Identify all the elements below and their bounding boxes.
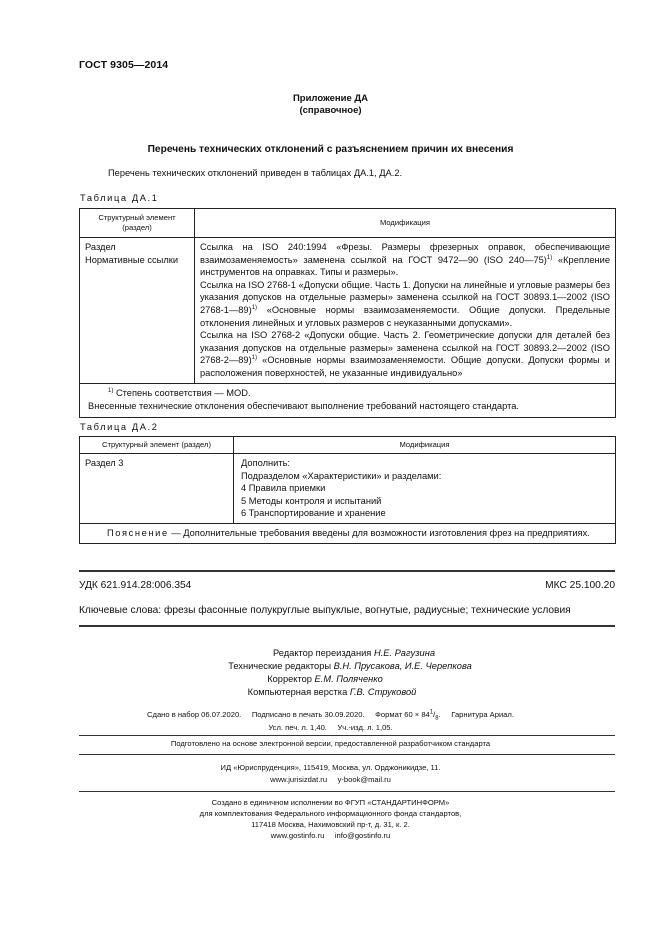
divider <box>79 735 615 736</box>
table2-row-element: Раздел 3 <box>80 454 234 524</box>
mks-code: МКС 25.100.20 <box>545 580 615 591</box>
table2-header-element: Структурный элемент (раздел) <box>80 437 234 454</box>
imprint-line-2: Усл. печ. л. 1,40. Уч.-изд. л. 1,05. <box>268 723 393 732</box>
producer-line-4: www.gostinfo.ru info@gostinfo.ru <box>270 831 391 840</box>
imprint-line-3: Подготовлено на основе электронной версии, предоставленной разработчиком стандарта <box>170 739 491 748</box>
table1-footer <box>80 383 616 417</box>
credit-line: Редактор переиздания Н.Е. Рагузина <box>272 648 435 658</box>
table2-row-modification <box>234 454 616 524</box>
producer-line-1: Создано в единичном исполнении во ФГУП «СТАНДАРТИНФОРМ» <box>211 798 450 807</box>
mod-paragraph-1: Ссылка на ISO 240:1994 «Фрезы. Размеры фрезерных оправок, обеспечивающие взаимозаменяемость» заменена ссылкой на ГОСТ 9472—90 (ISO 240—75)$^{1)}$ «Крепление инструментов на оправках. Типы и размеры». <box>200 242 611 278</box>
appendix-title: Приложение ДА <box>292 93 369 104</box>
divider <box>79 754 615 755</box>
table2-note: Пояснение — Дополнительные требования введены для возможности изготовления фрез на предприятиях. <box>80 523 616 543</box>
credit-line: Компьютерная верстка Г.В. Струковой <box>247 687 417 697</box>
mod-line: 5 Методы контроля и испытаний <box>241 495 382 506</box>
mod-paragraph-2: Ссылка на ISO 2768-1 «Допуски общие. Часть 1. Допуски на линейные и угловые размеры без указания допусков на отдельные размеры» заменена ссылкой на ГОСТ 30893.1—2002 (ISO 2768-1—89)$^{1)}$ «Основные нормы взаимозаменяемости. Общие допуски. Предельные отклонения линейных и угловых размеров с неуказанными допусками». <box>200 279 610 328</box>
table2-caption: Таблица ДА.2 <box>80 422 159 432</box>
table2-header-modification: Модификация <box>234 437 616 454</box>
keywords: Ключевые слова: фрезы фасонные полукруглые выпуклые, вогнутые, радиусные; технические условия <box>79 605 571 616</box>
element-line: Нормативные ссылки <box>85 254 179 265</box>
producer-line-2: для комплектования Федерального информационного фонда стандартов, <box>199 809 462 818</box>
udk-code: УДК 621.914.28:006.354 <box>79 580 192 591</box>
table1-footnote: $^{1)}$ Степень соответствия — MOD. <box>108 387 251 398</box>
table-da1 <box>79 208 616 418</box>
publisher-line-2: www.jurisizdat.ru y-book@mail.ru <box>270 775 391 784</box>
table-da2 <box>79 436 616 544</box>
mod-line: 6 Транспортирование и хранение <box>241 508 386 519</box>
divider <box>79 625 615 627</box>
table1-note: Внесенные технические отклонения обеспечивают выполнение требований настоящего стандарта. <box>88 401 519 412</box>
credit-line: Технические редакторы В.Н. Прусакова, И.Е. Черепкова <box>228 661 472 671</box>
credit-line: Корректор Е.М. Поляченко <box>267 674 383 684</box>
mod-line: Дополнить: <box>241 458 291 468</box>
publisher-line-1: ИД «Юриспруденция», 115419, Москва, ул. Орджоникидзе, 11. <box>220 763 441 772</box>
mod-line: Подразделом «Характеристики» и разделами: <box>241 470 442 481</box>
divider <box>79 791 615 792</box>
producer-line-3: 117418 Москва, Нахимовский пр-т, д. 31, к. 2. <box>251 820 410 829</box>
appendix-subtitle: (справочное) <box>299 105 362 116</box>
table1-header-element: Структурный элемент (раздел) <box>80 209 195 238</box>
credits-block <box>200 647 500 699</box>
mod-paragraph-3: Ссылка на ISO 2768-2 «Допуски общие. Часть 2. Геометрические допуски для деталей без указания допусков на отдельные размеры» заменена ссылкой на ГОСТ 30893.2—2002 (ISO 2768-2—89)$^{1)}$ «Основные нормы взаимозаменяемости. Общие допуски. Допуски формы и расположения поверхностей, не указанные индивидуально» <box>200 330 610 378</box>
table1-caption: Таблица ДА.1 <box>80 193 159 203</box>
table1-header-modification: Модификация <box>195 209 616 238</box>
section-title: Перечень технических отклонений с разъяснением причин их внесения <box>147 144 514 155</box>
element-line: Раздел <box>85 242 116 252</box>
imprint-line-1: Сдано в набор 06.07.2020. Подписано в печать 30.09.2020. Формат $60 \times 84^1/_8$. Гарнитура Ариал. <box>147 709 514 722</box>
table1-row-element <box>80 238 195 384</box>
document-code: ГОСТ 9305—2014 <box>79 59 169 71</box>
intro-text: Перечень технических отклонений приведен в таблицах ДА.1, ДА.2. <box>108 168 403 178</box>
table1-row-modification <box>195 238 616 384</box>
divider <box>79 570 615 572</box>
mod-line: 4 Правила приемки <box>241 483 326 494</box>
